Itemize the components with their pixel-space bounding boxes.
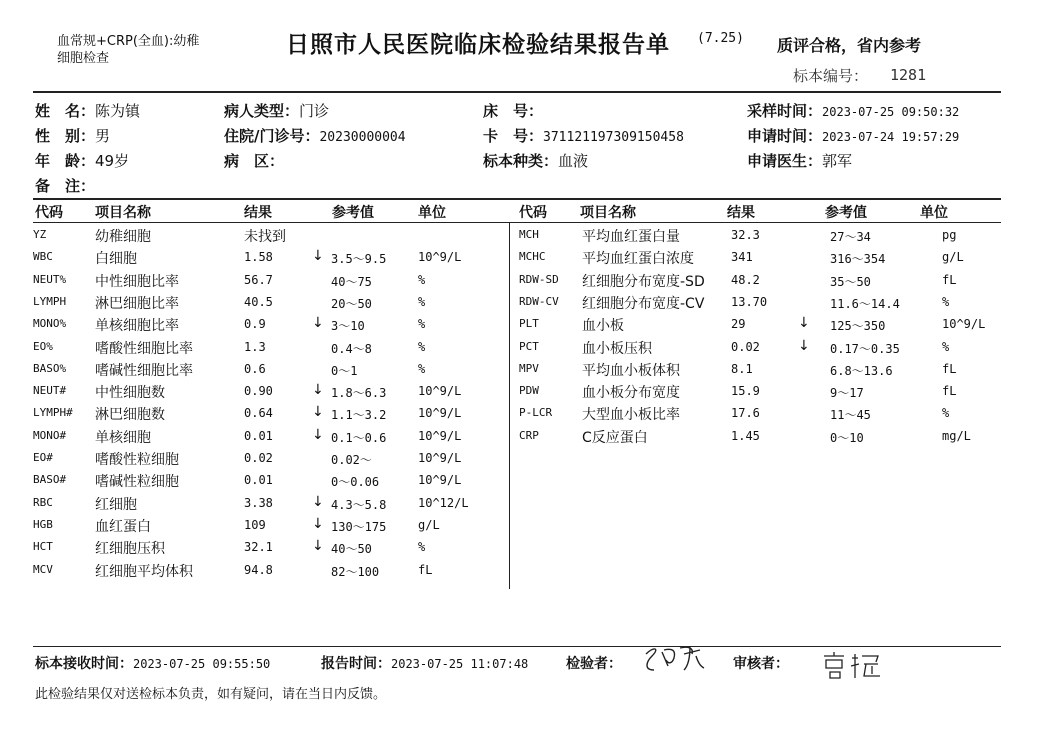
row-reference: 20～50 bbox=[331, 296, 372, 311]
col-code-left: 代码 bbox=[35, 205, 63, 221]
row-result: 1.58 bbox=[244, 250, 273, 265]
row-reference: 35～50 bbox=[830, 274, 871, 289]
row-name: 血小板分布宽度 bbox=[582, 385, 680, 402]
row-code: BASO# bbox=[33, 473, 67, 487]
age-label: 年 龄： bbox=[35, 152, 96, 170]
tester-field bbox=[566, 653, 622, 673]
row-reference: 130～175 bbox=[331, 519, 387, 534]
row-flag-arrow: ↓ bbox=[798, 315, 810, 332]
row-name: 淋巴细胞比率 bbox=[95, 295, 179, 312]
patient-name-label: 姓 名： bbox=[35, 102, 96, 120]
sex-field bbox=[35, 125, 110, 146]
header-divider bbox=[33, 91, 1001, 93]
row-result: 0.90 bbox=[244, 384, 273, 399]
row-name: 平均血小板体积 bbox=[582, 362, 680, 379]
row-code: LYMPH# bbox=[33, 406, 73, 420]
col-unit-left: 单位 bbox=[418, 205, 446, 221]
visit-number-label: 住院/门诊号： bbox=[224, 127, 320, 145]
sample-time: 2023-07-25 09:50:32 bbox=[822, 105, 960, 119]
row-result: 109 bbox=[244, 517, 266, 532]
row-name: 血小板 bbox=[582, 318, 624, 335]
col-ref-right: 参考值 bbox=[825, 205, 867, 221]
card-number-label: 卡 号： bbox=[483, 127, 544, 145]
bed-field bbox=[483, 100, 543, 121]
row-result: 56.7 bbox=[244, 272, 273, 287]
row-name: 嗜酸性细胞比率 bbox=[95, 340, 193, 357]
row-code: HCT bbox=[33, 540, 53, 554]
row-flag-arrow: ↓ bbox=[312, 515, 324, 532]
visit-number: 20230000004 bbox=[319, 130, 406, 145]
row-unit: % bbox=[942, 294, 950, 309]
doctor-label: 申请医生： bbox=[747, 152, 823, 170]
row-reference: 0～10 bbox=[830, 430, 864, 445]
col-result-right: 结果 bbox=[727, 205, 755, 221]
row-result: 40.5 bbox=[244, 294, 273, 309]
row-unit: g/L bbox=[418, 517, 440, 532]
row-name: 白细胞 bbox=[95, 251, 137, 268]
row-reference: 0.4～8 bbox=[331, 341, 372, 356]
disclaimer: 此检验结果仅对送检标本负责，如有疑问，请在当日内反馈。 bbox=[35, 687, 387, 702]
col-name-right: 项目名称 bbox=[580, 205, 636, 221]
row-flag-arrow: ↓ bbox=[312, 538, 324, 555]
row-unit: 10^9/L bbox=[942, 317, 986, 332]
row-code: RDW-CV bbox=[519, 294, 559, 308]
row-result: 94.8 bbox=[244, 562, 273, 577]
row-code: CRP bbox=[519, 428, 539, 442]
row-name: 平均血红蛋白浓度 bbox=[582, 251, 694, 268]
row-result: 341 bbox=[731, 250, 753, 265]
quality-note: 质评合格，省内参考 bbox=[777, 36, 922, 55]
row-result: 32.1 bbox=[244, 540, 273, 555]
row-reference: 9～17 bbox=[830, 386, 864, 401]
row-reference: 316～354 bbox=[830, 252, 886, 267]
row-unit: 10^9/L bbox=[418, 473, 462, 488]
row-result: 未找到 bbox=[244, 229, 286, 245]
row-flag-arrow: ↓ bbox=[798, 337, 810, 354]
tester-signature bbox=[640, 640, 720, 676]
sample-time-field bbox=[747, 100, 959, 121]
row-name: 单核细胞比率 bbox=[95, 318, 179, 335]
row-unit: % bbox=[418, 317, 426, 332]
card-number-field bbox=[483, 125, 684, 146]
table-column-divider bbox=[509, 223, 510, 589]
reviewer-signature bbox=[820, 650, 890, 682]
report-time-field bbox=[321, 653, 528, 673]
row-result: 0.02 bbox=[244, 451, 273, 465]
row-name: C反应蛋白 bbox=[582, 429, 648, 446]
test-name-line2: 细胞检查 bbox=[57, 51, 110, 66]
row-unit: fL bbox=[942, 272, 957, 287]
row-result: 48.2 bbox=[731, 272, 760, 287]
row-result: 29 bbox=[731, 317, 746, 332]
row-reference: 1.1～3.2 bbox=[331, 408, 387, 423]
row-code: RDW-SD bbox=[519, 272, 559, 286]
column-header-divider bbox=[33, 222, 1001, 223]
row-name: 红细胞分布宽度-CV bbox=[582, 295, 705, 312]
col-code-right: 代码 bbox=[519, 205, 547, 221]
reviewer-field bbox=[733, 653, 789, 673]
row-reference: 11～45 bbox=[830, 408, 871, 423]
row-flag-arrow: ↓ bbox=[312, 382, 324, 399]
row-name: 嗜碱性粒细胞 bbox=[95, 474, 179, 491]
age-field bbox=[35, 150, 129, 171]
row-name: 幼稚细胞 bbox=[95, 229, 151, 245]
remark-field bbox=[35, 175, 95, 196]
row-name: 中性细胞比率 bbox=[95, 273, 179, 290]
row-reference: 3～10 bbox=[331, 319, 365, 334]
specimen-label: 标本种类： bbox=[483, 152, 559, 170]
row-name: 红细胞 bbox=[95, 496, 137, 513]
row-name: 中性细胞数 bbox=[95, 385, 165, 402]
patient-name-field bbox=[35, 100, 140, 121]
row-code: MONO# bbox=[33, 428, 67, 442]
row-name: 平均血红蛋白量 bbox=[582, 229, 680, 245]
sample-time-label: 采样时间： bbox=[747, 102, 823, 120]
row-flag-arrow: ↓ bbox=[312, 315, 324, 332]
row-name: 单核细胞 bbox=[95, 429, 151, 446]
row-reference: 82～100 bbox=[331, 564, 380, 579]
row-code: MPV bbox=[519, 361, 539, 375]
row-reference: 0.17～0.35 bbox=[830, 341, 900, 356]
ward-label: 病 区： bbox=[224, 152, 285, 170]
row-result: 0.01 bbox=[244, 428, 273, 443]
row-name: 大型血小板比率 bbox=[582, 407, 680, 424]
row-flag-arrow: ↓ bbox=[312, 404, 324, 421]
receive-time-field bbox=[35, 653, 270, 673]
row-code: MCH bbox=[519, 228, 539, 241]
tester-label: 检验者： bbox=[566, 656, 622, 672]
row-code: LYMPH bbox=[33, 294, 67, 308]
patient-name: 陈为镇 bbox=[95, 102, 141, 120]
specimen-field bbox=[483, 150, 588, 171]
report-title: 日照市人民医院临床检验结果报告单 bbox=[286, 32, 670, 58]
row-code: NEUT% bbox=[33, 272, 67, 286]
receive-time-label: 标本接收时间： bbox=[35, 656, 133, 672]
sample-number-label: 标本编号： bbox=[793, 67, 869, 85]
row-name: 红细胞压积 bbox=[95, 541, 165, 558]
card-number: 371121197309150458 bbox=[543, 130, 684, 145]
row-code: MCV bbox=[33, 562, 53, 576]
footer-divider bbox=[33, 646, 1001, 647]
row-unit: g/L bbox=[942, 250, 964, 265]
patient-type-label: 病人类型： bbox=[224, 102, 300, 120]
row-code: EO% bbox=[33, 339, 53, 353]
row-unit: 10^9/L bbox=[418, 451, 462, 465]
row-code: BASO% bbox=[33, 361, 67, 375]
row-result: 15.9 bbox=[731, 384, 760, 399]
row-unit: % bbox=[942, 339, 950, 354]
row-result: 0.01 bbox=[244, 473, 273, 488]
row-name: 血红蛋白 bbox=[95, 518, 151, 535]
row-flag-arrow: ↓ bbox=[312, 426, 324, 443]
row-reference: 0～0.06 bbox=[331, 475, 380, 490]
row-result: 0.9 bbox=[244, 317, 266, 332]
row-reference: 0.1～0.6 bbox=[331, 430, 387, 445]
reviewer-label: 审核者： bbox=[733, 656, 789, 672]
visit-number-field bbox=[224, 125, 406, 146]
row-reference: 4.3～5.8 bbox=[331, 497, 387, 512]
row-code: PDW bbox=[519, 384, 539, 398]
row-code: YZ bbox=[33, 228, 47, 241]
doctor: 郭军 bbox=[822, 152, 853, 170]
ward-field bbox=[224, 150, 284, 171]
row-unit: 10^12/L bbox=[418, 495, 469, 510]
row-flag-arrow: ↓ bbox=[312, 248, 324, 265]
row-unit: 10^9/L bbox=[418, 384, 462, 399]
row-unit: % bbox=[942, 406, 950, 421]
col-result-left: 结果 bbox=[244, 205, 272, 221]
row-result: 0.64 bbox=[244, 406, 273, 421]
row-code: EO# bbox=[33, 451, 53, 464]
apply-time: 2023-07-24 19:57:29 bbox=[822, 130, 960, 144]
patient-type: 门诊 bbox=[299, 102, 330, 120]
row-code: HGB bbox=[33, 517, 53, 531]
row-code: MONO% bbox=[33, 317, 67, 331]
col-ref-left: 参考值 bbox=[332, 205, 374, 221]
row-unit: fL bbox=[942, 361, 957, 376]
row-name: 淋巴细胞数 bbox=[95, 407, 165, 424]
patient-type-field bbox=[224, 100, 329, 121]
row-unit: % bbox=[418, 540, 426, 555]
row-unit: fL bbox=[418, 562, 433, 577]
row-unit: % bbox=[418, 361, 426, 376]
row-code: NEUT# bbox=[33, 384, 67, 398]
bed-label: 床 号： bbox=[483, 102, 544, 120]
apply-time-field bbox=[747, 125, 959, 146]
sample-number: 1281 bbox=[890, 66, 927, 84]
sex: 男 bbox=[95, 127, 111, 145]
row-unit: % bbox=[418, 339, 426, 354]
test-name-line1: 血常规+CRP(全血):幼稚 bbox=[57, 34, 200, 49]
row-result: 8.1 bbox=[731, 361, 753, 376]
age: 49岁 bbox=[95, 152, 130, 170]
row-result: 32.3 bbox=[731, 228, 760, 242]
row-result: 0.6 bbox=[244, 361, 266, 376]
row-reference: 0.02～ bbox=[331, 453, 372, 467]
receive-time: 2023-07-25 09:55:50 bbox=[133, 657, 271, 671]
row-result: 17.6 bbox=[731, 406, 760, 421]
col-unit-right: 单位 bbox=[920, 205, 948, 221]
sex-label: 性 别： bbox=[35, 127, 96, 145]
row-code: P-LCR bbox=[519, 406, 553, 420]
row-result: 1.3 bbox=[244, 339, 266, 354]
row-unit: pg bbox=[942, 228, 957, 242]
row-name: 血小板压积 bbox=[582, 340, 652, 357]
row-reference: 1.8～6.3 bbox=[331, 386, 387, 401]
row-reference: 27～34 bbox=[830, 230, 871, 244]
row-name: 嗜酸性粒细胞 bbox=[95, 452, 179, 468]
row-flag-arrow: ↓ bbox=[312, 493, 324, 510]
row-unit: % bbox=[418, 272, 426, 287]
doctor-field bbox=[747, 150, 852, 171]
row-code: PLT bbox=[519, 317, 539, 331]
apply-time-label: 申请时间： bbox=[747, 127, 823, 145]
row-result: 1.45 bbox=[731, 428, 760, 443]
row-reference: 40～75 bbox=[331, 274, 372, 289]
row-reference: 3.5～9.5 bbox=[331, 252, 387, 267]
row-unit: 10^9/L bbox=[418, 250, 462, 265]
row-reference: 40～50 bbox=[331, 542, 372, 557]
row-unit: % bbox=[418, 294, 426, 309]
row-result: 3.38 bbox=[244, 495, 273, 510]
col-name-left: 项目名称 bbox=[95, 205, 151, 221]
row-code: RBC bbox=[33, 495, 53, 509]
row-result: 0.02 bbox=[731, 339, 760, 354]
row-unit: 10^9/L bbox=[418, 406, 462, 421]
row-code: PCT bbox=[519, 339, 539, 353]
row-name: 红细胞分布宽度-SD bbox=[582, 273, 705, 290]
row-code: MCHC bbox=[519, 250, 546, 264]
remark-label: 备 注： bbox=[35, 177, 96, 195]
row-unit: mg/L bbox=[942, 428, 971, 443]
report-title-suffix: (7.25) bbox=[697, 31, 744, 46]
row-reference: 125～350 bbox=[830, 319, 886, 334]
row-reference: 0～1 bbox=[331, 363, 358, 378]
row-unit: 10^9/L bbox=[418, 428, 462, 443]
row-reference: 6.8～13.6 bbox=[830, 363, 893, 378]
specimen: 血液 bbox=[558, 152, 589, 170]
row-name: 红细胞平均体积 bbox=[95, 563, 193, 580]
report-time: 2023-07-25 11:07:48 bbox=[391, 657, 529, 671]
row-code: WBC bbox=[33, 250, 53, 264]
row-reference: 11.6～14.4 bbox=[830, 296, 900, 311]
row-name: 嗜碱性细胞比率 bbox=[95, 362, 193, 379]
row-result: 13.70 bbox=[731, 294, 768, 309]
row-unit: fL bbox=[942, 384, 957, 399]
report-time-label: 报告时间： bbox=[321, 656, 391, 672]
patient-divider bbox=[33, 198, 1001, 200]
